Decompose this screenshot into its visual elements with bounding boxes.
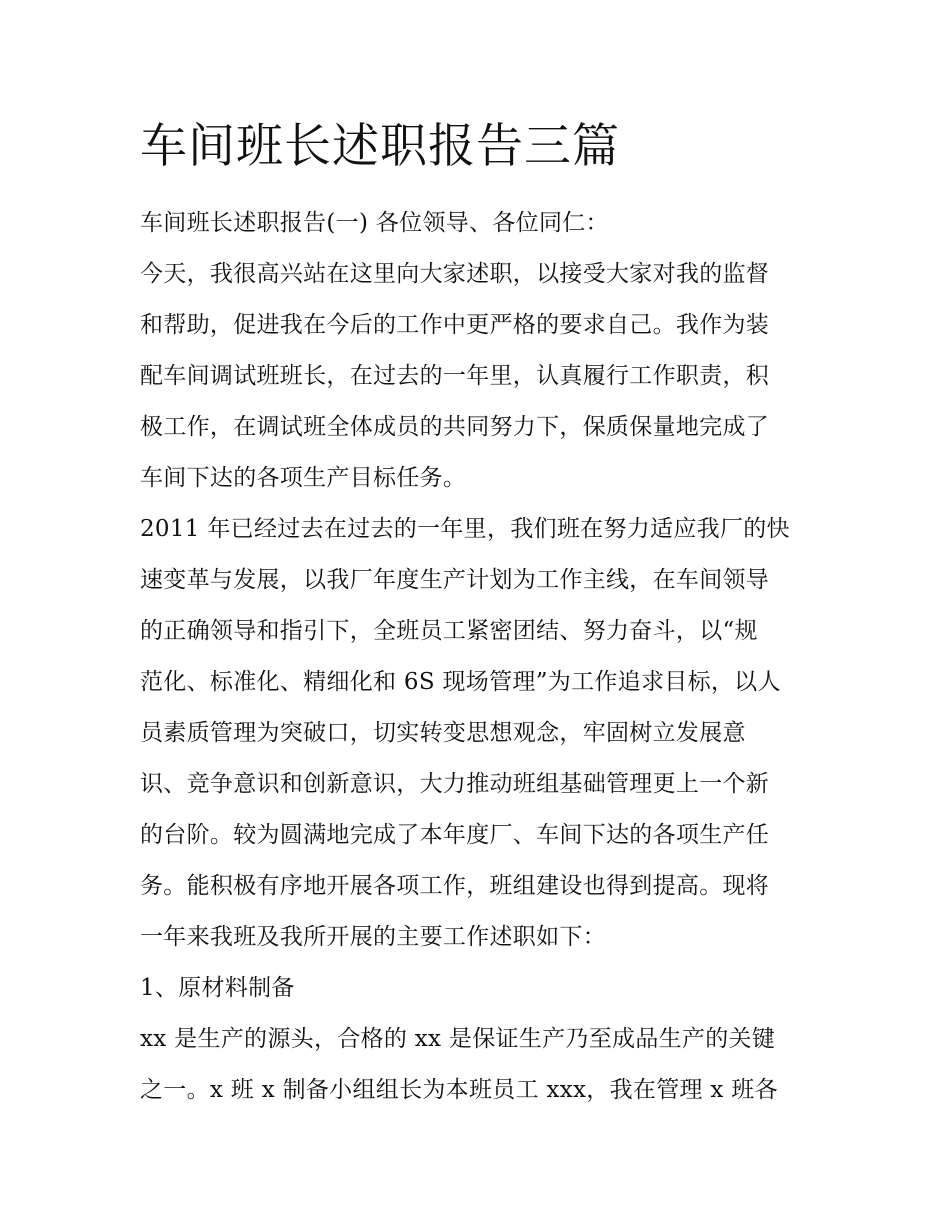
body-line: xx 是生产的源头，合格的 xx 是保证生产乃至成品生产的关键 [140, 1026, 776, 1052]
document-title: 车间班长述职报告三篇 [140, 119, 620, 174]
body-line: 配车间调试班班长，在过去的一年里，认真履行工作职责，积 [140, 363, 770, 389]
body-line: 之一。x 班 x 制备小组组长为本班员工 xxx，我在管理 x 班各 [140, 1077, 778, 1103]
body-line: 2011 年已经过去在过去的一年里，我们班在努力适应我厂的快 [140, 516, 790, 542]
body-line: 的台阶。较为圆满地完成了本年度厂、车间下达的各项生产任 [140, 822, 770, 848]
body-line: 员素质管理为突破口，切实转变思想观念，牢固树立发展意 [140, 720, 746, 746]
body-line: 务。能积极有序地开展各项工作，班组建设也得到提高。现将 [140, 873, 770, 899]
body-line: 极工作，在调试班全体成员的共同努力下，保质保量地完成了 [140, 414, 770, 440]
body-line: 识、竞争意识和创新意识，大力推动班组基础管理更上一个新 [140, 771, 770, 797]
body-line: 的正确领导和指引下，全班员工紧密团结、努力奋斗，以“规 [140, 618, 758, 644]
section-heading: 1、原材料制备 [140, 975, 295, 1001]
body-line: 一年来我班及我所开展的主要工作述职如下： [140, 924, 606, 950]
document-body [140, 198, 820, 1116]
body-line: 范化、标准化、精细化和 6S 现场管理”为工作追求目标，以人 [140, 669, 781, 695]
body-line: 速变革与发展，以我厂年度生产计划为工作主线，在车间领导 [140, 567, 770, 593]
body-line: 今天，我很高兴站在这里向大家述职，以接受大家对我的监督 [140, 261, 770, 287]
body-line: 和帮助，促进我在今后的工作中更严格的要求自己。我作为装 [140, 312, 770, 338]
body-line: 车间班长述职报告(一) 各位领导、各位同仁： [140, 210, 609, 236]
body-line: 车间下达的各项生产目标任务。 [140, 465, 467, 491]
